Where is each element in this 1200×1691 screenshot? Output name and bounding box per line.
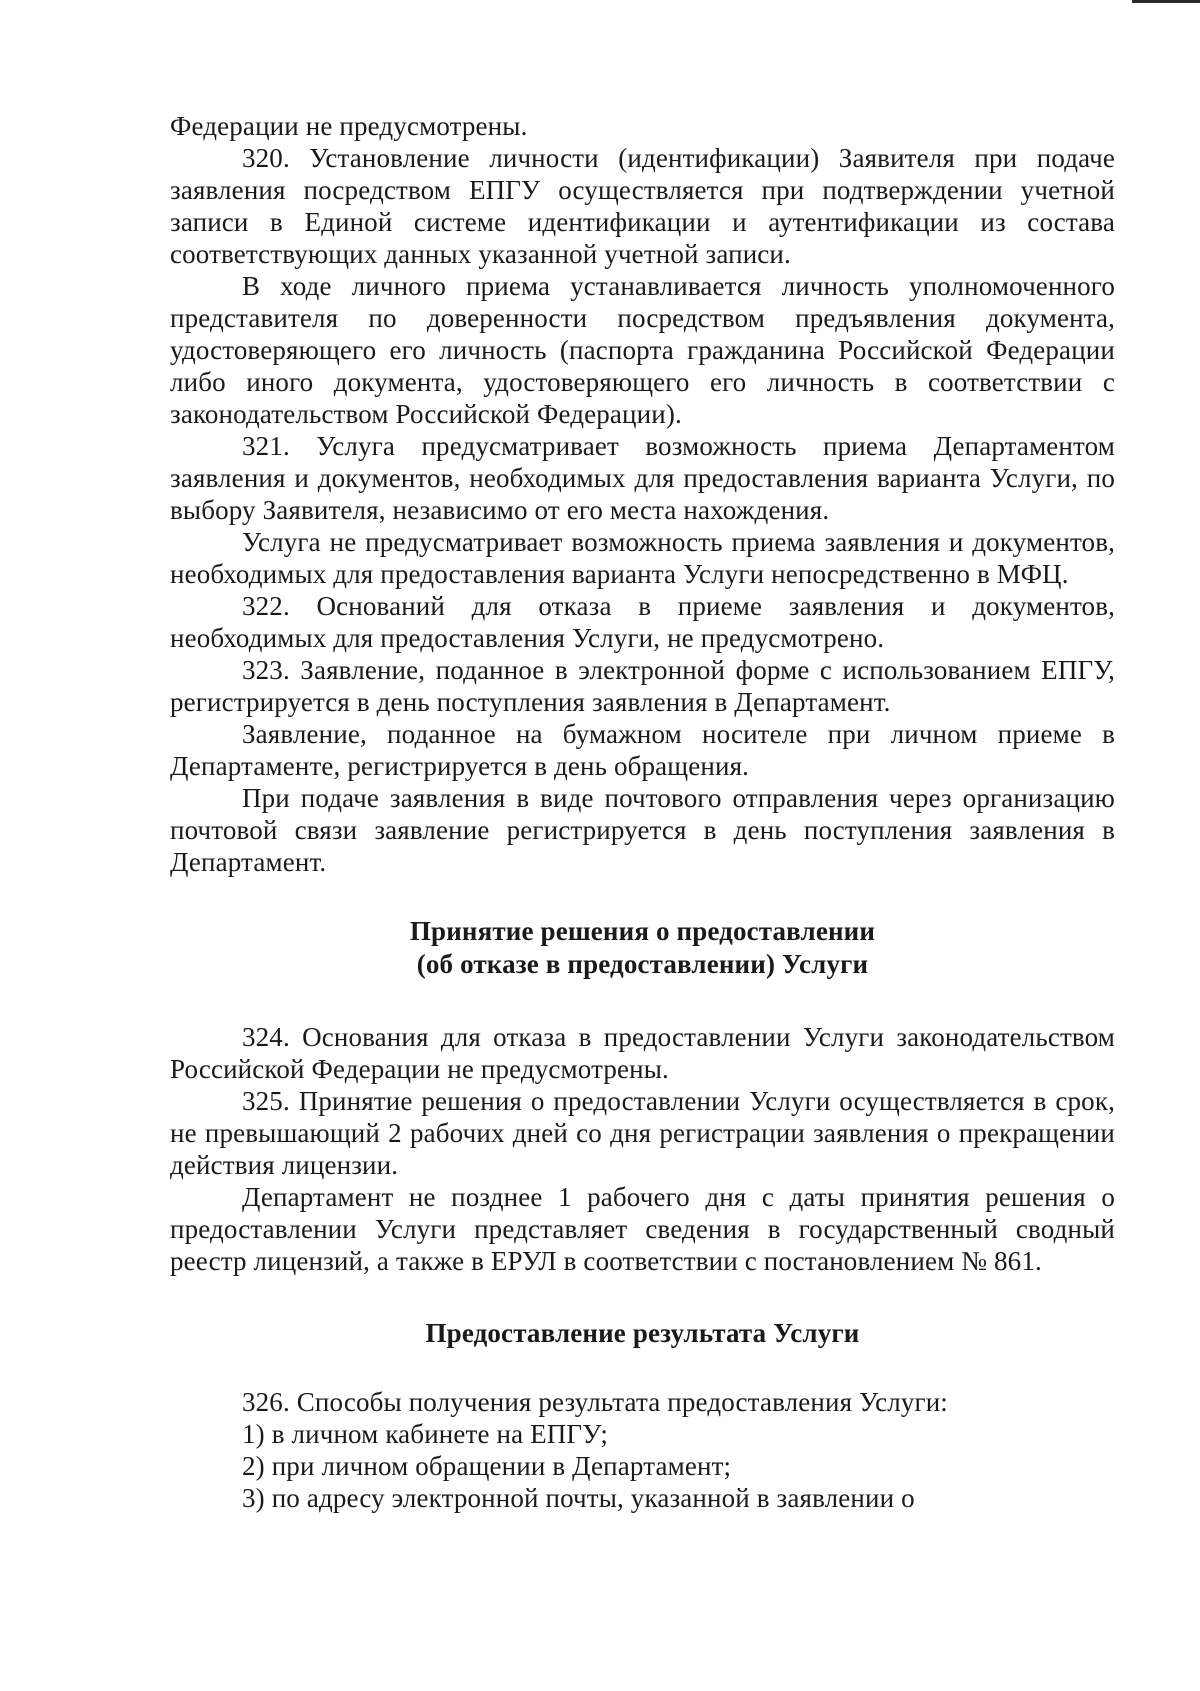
scan-edge-mark bbox=[1132, 0, 1200, 3]
list-item: 2) при личном обращении в Департамент; bbox=[242, 1451, 732, 1481]
paragraph-322: 322. Оснований для отказа в приеме заявления и документов, необходимых для предоставления Услуги, не предусмотрено. bbox=[170, 591, 1115, 653]
paragraph-323: 323. Заявление, поданное в электронной форме с использованием ЕПГУ, регистрируется в день поступления заявления в Департамент. bbox=[170, 655, 1115, 717]
list-item: 1) в личном кабинете на ЕПГУ; bbox=[242, 1419, 609, 1449]
paragraph-personal-reception: В ходе личного приема устанавливается личность уполномоченного представителя по доверенности посредством предъявления документа, удостоверяющего его личность (паспорта гражданина Российской Федерации либо иного документа, удостоверяющего его личность в соответствии с законодательством Российской Федерации). bbox=[170, 271, 1115, 429]
intro-fragment: Федерации не предусмотрены. bbox=[170, 111, 528, 141]
paragraph-paper-application: Заявление, поданное на бумажном носителе при личном приеме в Департаменте, регистрируется в день обращения. bbox=[170, 719, 1115, 781]
list-item: 3) по адресу электронной почты, указанной в заявлении о bbox=[242, 1483, 915, 1513]
paragraph-324: 324. Основания для отказа в предоставлении Услуги законодательством Российской Федерации не предусмотрены. bbox=[170, 1022, 1115, 1084]
section-heading-decision-line1: Принятие решения о предоставлении bbox=[409, 916, 876, 946]
paragraph-registry: Департамент не позднее 1 рабочего дня с даты принятия решения о предоставлении Услуги представляет сведения в государственный сводный реестр лицензий, а также в ЕРУЛ в соответствии с постановлением № 861. bbox=[170, 1182, 1115, 1276]
section-heading-result: Предоставление результата Услуги bbox=[425, 1318, 860, 1348]
paragraph-postal-application: При подаче заявления в виде почтового отправления через организацию почтовой связи заявление регистрируется в день поступления заявления в Департамент. bbox=[170, 783, 1115, 877]
paragraph-321: 321. Услуга предусматривает возможность приема Департаментом заявления и документов, необходимых для предоставления варианта Услуги, по выбору Заявителя, независимо от его места нахождения. bbox=[170, 431, 1115, 525]
paragraph-326: 326. Способы получения результата предоставления Услуги: bbox=[242, 1387, 948, 1417]
section-heading-decision-line2: (об отказе в предоставлении) Услуги bbox=[416, 949, 869, 979]
paragraph-320: 320. Установление личности (идентификации) Заявителя при подаче заявления посредством ЕПГУ осуществляется при подтверждении учетной записи в Единой системе идентификации и аутентификации из состава соответствующих данных указанной учетной записи. bbox=[170, 143, 1115, 269]
paragraph-mfc: Услуга не предусматривает возможность приема заявления и документов, необходимых для предоставления варианта Услуги непосредственно в МФЦ. bbox=[170, 527, 1115, 589]
paragraph-325: 325. Принятие решения о предоставлении Услуги осуществляется в срок, не превышающий 2 рабочих дней со дня регистрации заявления о прекращении действия лицензии. bbox=[170, 1086, 1115, 1180]
document-page bbox=[170, 110, 1115, 1514]
